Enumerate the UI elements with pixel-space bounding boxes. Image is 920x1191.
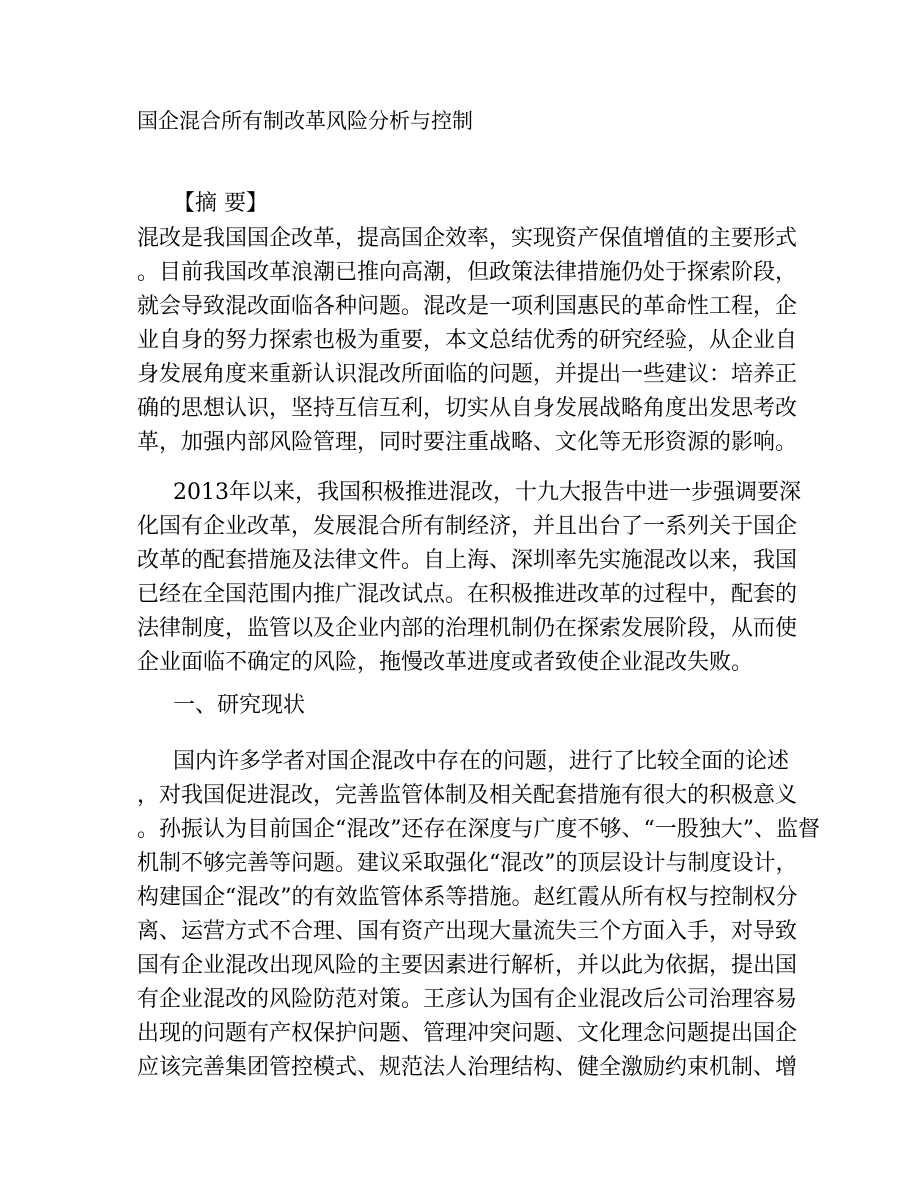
section1-line: 机制不够完善等问题。建议采取强化“混改”的顶层设计与制度设计， [137, 851, 798, 876]
section-heading: 一、研究现状 [173, 693, 306, 718]
intro-line: 化国有企业改革，发展混合所有制经济，并且出台了一系列关于国企 [137, 514, 798, 539]
section1-line: ，对我国促进混改，完善监管体制及相关配套措施有很大的积极意义 [137, 783, 798, 808]
section1-line: 国内许多学者对国企混改中存在的问题，进行了比较全面的论述 [173, 749, 790, 774]
intro-line: 已经在全国范围内推广混改试点。在积极推进改革的过程中，配套的 [137, 582, 798, 607]
abstract-line: 。目前我国改革浪潮已推向高潮，但政策法律措施仍处于探索阶段， [137, 260, 798, 285]
intro-line: 法律制度，监管以及企业内部的治理机制仍在探索发展阶段，从而使 [137, 616, 798, 641]
intro-line: 企业面临不确定的风险，拖慢改革进度或者致使企业混改失败。 [137, 650, 754, 675]
section1-line: 国有企业混改出现风险的主要因素进行解析，并以此为依据，提出国 [137, 953, 798, 978]
abstract-line: 确的思想认识，坚持互信互利，切实从自身发展战略角度出发思考改 [137, 396, 798, 421]
intro-line: 改革的配套措施及法律文件。自上海、深圳率先实施混改以来，我国 [137, 548, 798, 573]
intro-line: 2013年以来，我国积极推进混改，十九大报告中进一步强调要深 [173, 480, 801, 505]
section1-line: 有企业混改的风险防范对策。王彦认为国有企业混改后公司治理容易 [137, 987, 798, 1012]
section1-line: 。孙振认为目前国企“混改”还存在深度与广度不够、“一股独大”、监督 [137, 817, 820, 842]
abstract-line: 业自身的努力探索也极为重要，本文总结优秀的研究经验，从企业自 [137, 328, 798, 353]
section1-line: 出现的问题有产权保护问题、管理冲突问题、文化理念问题提出国企 [137, 1021, 798, 1046]
section1-line: 构建国企“混改”的有效监管体系等措施。赵红霞从所有权与控制权分 [137, 885, 798, 910]
abstract-line: 革，加强内部风险管理，同时要注重战略、文化等无形资源的影响。 [137, 430, 798, 455]
section1-line: 离、运营方式不合理、国有资产出现大量流失三个方面入手，对导致 [137, 919, 798, 944]
abstract-line: 就会导致混改面临各种问题。混改是一项利国惠民的革命性工程，企 [137, 294, 798, 319]
section1-line: 应该完善集团管控模式、规范法人治理结构、健全激励约束机制、增 [137, 1055, 798, 1080]
abstract-line: 混改是我国国企改革，提高国企效率，实现资产保值增值的主要形式 [137, 226, 798, 251]
abstract-line: 身发展角度来重新认识混改所面临的问题，并提出一些建议：培养正 [137, 362, 798, 387]
abstract-label: 【摘 要】 [173, 191, 268, 216]
document-title: 国企混合所有制改革风险分析与控制 [137, 109, 473, 133]
